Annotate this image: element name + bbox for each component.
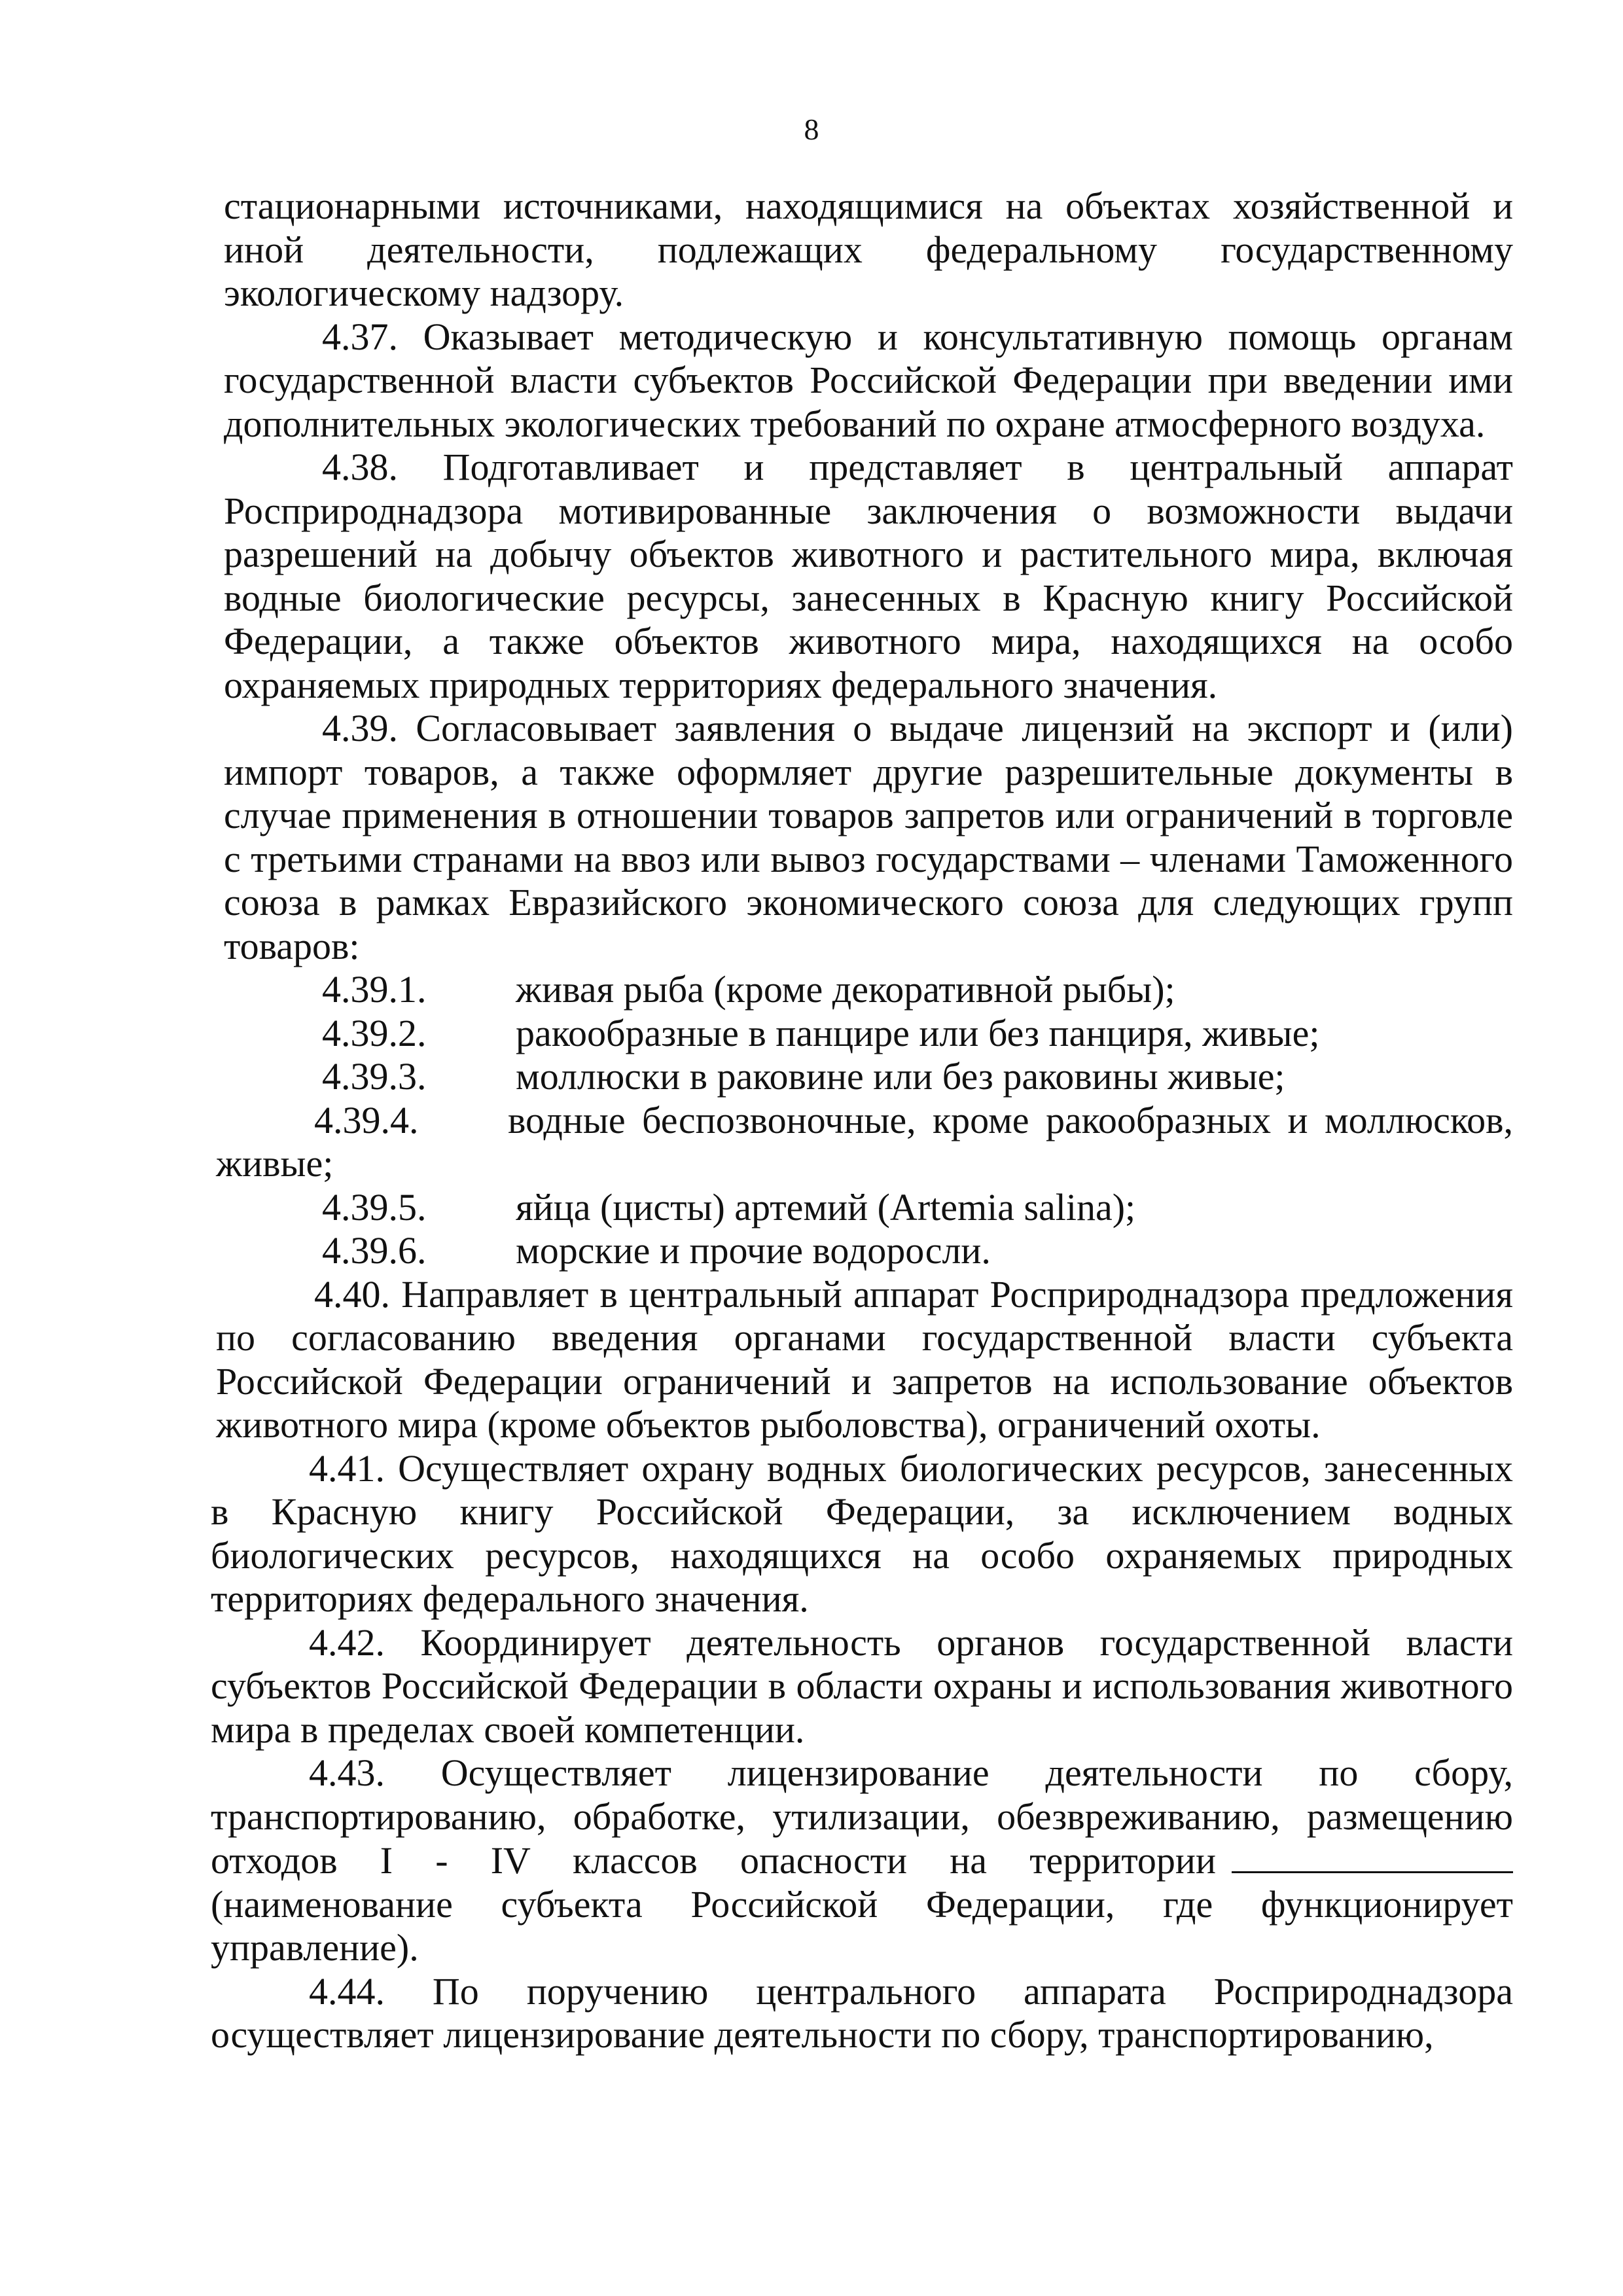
page-number: 8 bbox=[804, 113, 819, 146]
list-item bbox=[224, 1012, 1513, 1056]
paragraph-4-40: 4.40. Направляет в центральный аппарат Росприроднадзора предложения по согласованию введения органами государственной власти субъекта Российской Федерации ограничений и запретов на использование объектов животного мира (кроме объектов рыболовства), ограничений охоты. bbox=[216, 1272, 1513, 1446]
list-item-number: 4.39.1. bbox=[322, 968, 427, 1011]
list-item-text: морские и прочие водоросли. bbox=[516, 1229, 991, 1272]
list-item-number: 4.39.4. bbox=[314, 1098, 419, 1141]
list-item-text: яйца (цисты) артемий (Artemia salina); bbox=[516, 1185, 1136, 1229]
paragraph-4-38: 4.38. Подготавливает и представляет в центральный аппарат Росприроднадзора мотивированные заключения о возможности выдачи разрешений на добычу объектов животного и растительного мира, включая водные биологические ресурсы, занесенных в Красную книгу Российской Федерации, а также объектов животного мира, находящихся на особо охраняемых природных территориях федерального значения. bbox=[224, 446, 1513, 706]
list-item-text: водные беспозвоночные, кроме ракообразных и моллюсков, живые; bbox=[216, 1098, 1513, 1185]
paragraph-4-37: 4.37. Оказывает методическую и консультативную помощь органам государственной власти субъектов Российской Федерации при введении ими дополнительных экологических требований по охране атмосферного воздуха. bbox=[224, 315, 1513, 445]
list-item-number: 4.39.2. bbox=[322, 1011, 427, 1054]
paragraph-4-39: 4.39. Согласовывает заявления о выдаче лицензий на экспорт и (или) импорт товаров, а также оформляет другие разрешительные документы в случае применения в отношении товаров запретов или ограничений в торговле с третьими странами на ввоз или вывоз государствами – членами Таможенного союза в рамках Евразийского экономического союза для следующих групп товаров: bbox=[224, 707, 1513, 967]
list-item-text: живая рыба (кроме декоративной рыбы); bbox=[516, 968, 1175, 1011]
list-item-text: моллюски в раковине или без раковины живые; bbox=[516, 1055, 1285, 1098]
list-item bbox=[224, 968, 1513, 1012]
paragraph-4-41: 4.41. Осуществляет охрану водных биологических ресурсов, занесенных в Красную книгу Российской Федерации, за исключением водных биологических ресурсов, находящихся на особо охраняемых природных территориях федерального значения. bbox=[211, 1446, 1513, 1620]
list-item-text: ракообразные в панцире или без панциря, живые; bbox=[516, 1011, 1320, 1054]
list-item bbox=[216, 1099, 1513, 1186]
list-item bbox=[224, 1186, 1513, 1230]
document-body bbox=[211, 185, 1513, 2057]
list-item bbox=[224, 1055, 1513, 1099]
paragraph-continuation: стационарными источниками, находящимися на объектах хозяйственной и иной деятельности, подлежащих федеральному государственному экологическому надзору. bbox=[224, 185, 1513, 314]
list-item bbox=[224, 1229, 1513, 1273]
paragraph-4-43-text: 4.43. Осуществляет лицензирование деятельности по сбору, транспортированию, обработке, утилизации, обезвреживанию, размещению отходов I - IV классов опасности на территории bbox=[211, 1751, 1513, 1882]
paragraph-4-44: 4.44. По поручению центрального аппарата Росприроднадзора осуществляет лицензирование деятельности по сбору, транспортированию, bbox=[211, 1969, 1513, 2056]
paragraph-4-43-note: (наименование субъекта Российской Федерации, где функционирует управление). bbox=[211, 1882, 1513, 1969]
paragraph-4-42: 4.42. Координирует деятельность органов государственной власти субъектов Российской Федерации в области охраны и использования животного мира в пределах своей компетенции. bbox=[211, 1621, 1513, 1751]
list-item-number: 4.39.5. bbox=[322, 1185, 427, 1229]
list-item-number: 4.39.3. bbox=[322, 1055, 427, 1098]
paragraph-4-43 bbox=[211, 1751, 1513, 1970]
list-item-number: 4.39.6. bbox=[322, 1229, 427, 1272]
blank-fill-line bbox=[1232, 1839, 1513, 1873]
